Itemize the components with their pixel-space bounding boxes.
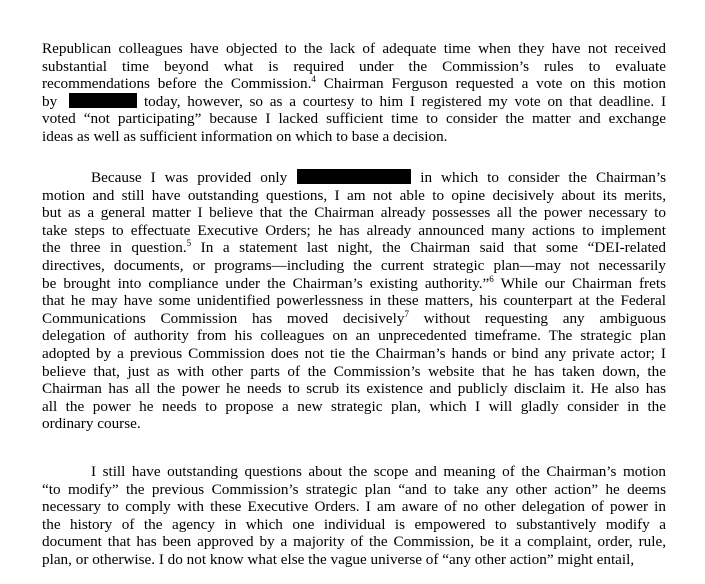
line-text: Because I was provided only <box>91 169 288 186</box>
line-text: Communications Commission has moved decisively <box>42 309 405 327</box>
footnote-ref: 7 <box>404 308 409 319</box>
text-line <box>42 516 666 534</box>
footnote-ref: 5 <box>186 238 192 249</box>
line-text: substantial time beyond what is required under the Commission’s rules to evaluate <box>42 57 666 75</box>
line-text: today, however, so as a courtesy to him I registered my vote on that deadline. I <box>137 92 666 110</box>
line-text: all the power he needs to propose a new strategic plan, which I will gladly consider in the <box>42 397 666 415</box>
line-text: necessary to comply with these Executive Orders. I am aware of no other delegation of power in <box>42 498 666 516</box>
redaction-box <box>69 93 137 108</box>
line-text: in which to consider the Chairman’s <box>411 169 666 186</box>
line-text: delegation of authority from his colleagues on an unprecedented timeframe. The strategic plan <box>42 327 666 345</box>
text-line <box>42 551 634 569</box>
line-text: that he may have some unidentified powerlessness in these matters, his counterpart at the Federal <box>42 292 666 310</box>
line-text: motion and still have outstanding questions, I am not able to opine decisively about its merits, <box>42 186 666 204</box>
line-text: Chairman Ferguson requested a vote on this motion <box>315 75 667 93</box>
text-line <box>42 327 666 345</box>
text-line <box>42 187 666 205</box>
text-line <box>42 310 666 328</box>
line-text: without requesting any ambiguous <box>408 309 666 327</box>
text-line <box>42 128 447 146</box>
text-line <box>42 257 666 275</box>
text-line <box>91 463 666 481</box>
line-text: be brought into compliance under the Chairman’s existing authority.” <box>42 274 490 292</box>
line-text: plan, or otherwise. I do not know what else the vague universe of “any other action” might entail, <box>42 551 635 568</box>
line-text: but as a general matter I believe that the Chairman already possesses all the power necessary to <box>42 204 666 222</box>
line-text: ideas as well as sufficient information on which to base a decision. <box>42 128 448 145</box>
line-text: voted “not participating” because I lacked sufficient time to consider the matter and exchange <box>42 110 666 128</box>
text-line <box>42 363 666 381</box>
text-line <box>42 93 666 111</box>
text-line <box>42 222 666 240</box>
redaction-box <box>297 169 411 184</box>
line-text: the history of the agency in which one individual is empowered to substantively modify a <box>42 515 666 533</box>
line-text: Chairman has all the power he needs to scrub its existence and publicly disclaim it. He also has <box>42 380 666 398</box>
line-text: directives, documents, or programs—including the current strategic plan—may not necessarily <box>42 257 666 274</box>
line-text: document that has been approved by a majority of the Commission, be it a complaint, order, rule, <box>42 533 666 551</box>
text-line <box>42 40 666 58</box>
footnote-ref: 6 <box>489 273 494 284</box>
text-line <box>42 415 141 433</box>
text-line <box>42 58 666 76</box>
line-text: take steps to effectuate Executive Orders; he has already announced many actions to implement <box>42 221 666 239</box>
text-line <box>42 275 666 293</box>
line-text: In a statement last night, the Chairman said that some “DEI-related <box>191 239 666 257</box>
line-text: believe that, just as with other parts of the Commission’s website that he has taken down, the <box>42 362 666 380</box>
footnote-ref: 4 <box>311 74 316 85</box>
text-line <box>42 481 666 499</box>
line-text: by <box>42 92 58 110</box>
line-text: Republican colleagues have objected to the lack of adequate time when they have not received <box>42 40 666 57</box>
text-line <box>42 345 666 363</box>
line-text: recommendations before the Commission. <box>42 75 312 93</box>
text-line <box>42 398 666 416</box>
text-line <box>42 239 666 257</box>
line-text: ordinary course. <box>42 415 141 433</box>
text-line <box>42 380 666 398</box>
line-text: I still have outstanding questions about the scope and meaning of the Chairman’s motion <box>91 463 666 480</box>
line-text: adopted by a previous Commission does not tie the Chairman’s hands or bind any private actor; I <box>42 345 666 362</box>
line-text: “to modify” the previous Commission’s strategic plan “and to take any other action” he deems <box>42 480 666 498</box>
text-line <box>42 498 666 516</box>
line-text: While our Chairman frets <box>493 274 666 292</box>
text-line <box>42 204 666 222</box>
text-line <box>42 110 666 128</box>
line-text: the three in question. <box>42 239 187 257</box>
text-line <box>42 292 666 310</box>
text-line <box>91 169 666 187</box>
text-line <box>42 533 666 551</box>
text-line <box>42 75 666 93</box>
